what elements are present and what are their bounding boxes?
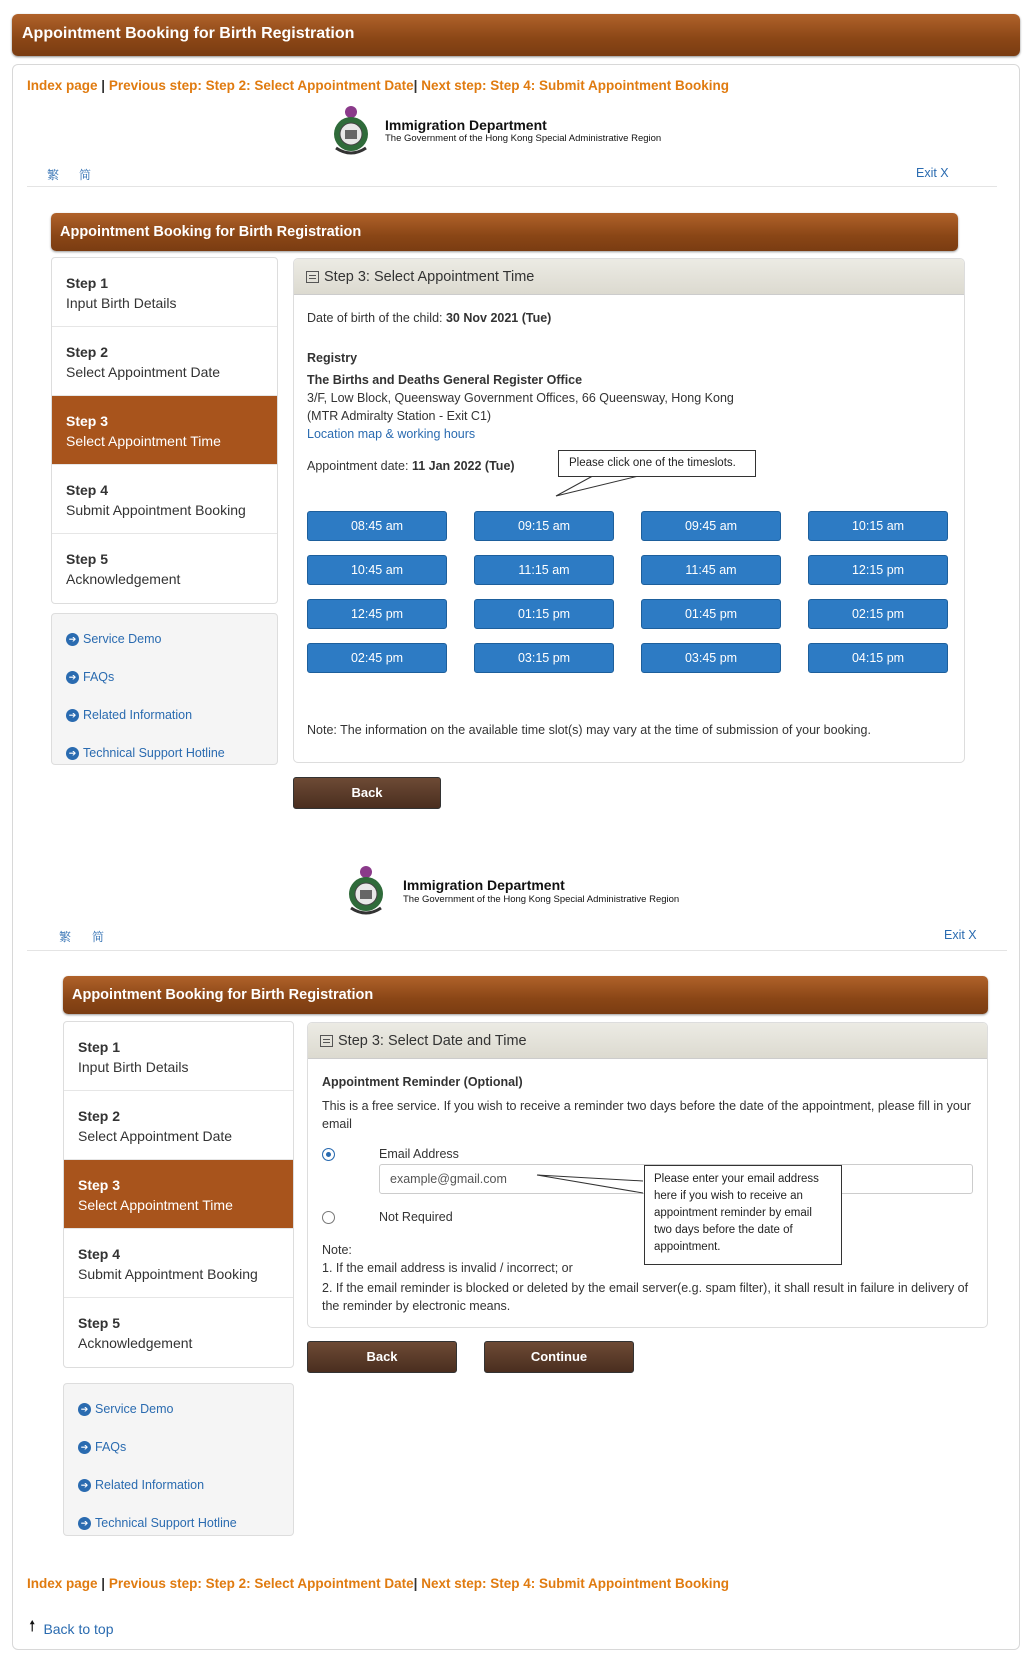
panel-header: Step 3: Select Appointment Time	[294, 259, 964, 295]
step-item-1: Step 1 Input Birth Details	[52, 258, 277, 327]
office-address: 3/F, Low Block, Queensway Government Offices, 66 Queensway, Hong Kong	[307, 391, 734, 405]
timeslot-button[interactable]: 10:15 am	[808, 511, 948, 541]
step-item-4: Step 4 Submit Appointment Booking	[64, 1229, 293, 1298]
breadcrumb-separator: |	[101, 78, 106, 93]
divider	[27, 950, 1007, 951]
back-to-top-link[interactable]	[29, 1616, 113, 1641]
exit-link[interactable]: Exit X	[916, 166, 949, 180]
next-step-link[interactable]: Next step: Step 4: Submit Appointment Booking	[421, 1576, 729, 1591]
help-links	[63, 1383, 294, 1536]
section-header: Appointment Booking for Birth Registration	[63, 976, 988, 1014]
breadcrumb	[27, 1576, 729, 1591]
office-name: The Births and Deaths General Register Office	[307, 373, 583, 387]
arrow-right-icon: ➔	[78, 1517, 91, 1530]
note-1: 1. If the email address is invalid / incorrect; or	[322, 1261, 573, 1275]
timeslot-button[interactable]: 08:45 am	[307, 511, 447, 541]
faqs-link[interactable]: ➔ FAQs	[66, 658, 263, 696]
not-required-label: Not Required	[379, 1210, 453, 1224]
step-item-3: Step 3 Select Appointment Time	[52, 396, 277, 465]
arrow-right-icon: ➔	[78, 1479, 91, 1492]
index-page-link[interactable]: Index page	[27, 78, 98, 93]
divider	[27, 186, 997, 187]
dept-name: Immigration Department	[403, 877, 565, 893]
previous-step-link[interactable]: Previous step: Step 2: Select Appointment Date	[108, 1576, 414, 1591]
email-callout: Please enter your email address here if you wish to receive an appointment reminder by email two days before the date of appointment.	[644, 1165, 842, 1265]
note-2: 2. If the email reminder is blocked or deleted by the email server(e.g. spam filter), it shall result in failure in delivery of the reminder by electronic means.	[322, 1281, 969, 1313]
breadcrumb	[27, 78, 729, 93]
support-hotline-link[interactable]: ➔ Technical Support Hotline	[66, 734, 263, 772]
traditional-chinese-link[interactable]: 繁	[59, 930, 72, 944]
back-button[interactable]: Back	[293, 777, 441, 809]
timeslot-button[interactable]: 03:45 pm	[641, 643, 781, 673]
traditional-chinese-link[interactable]: 繁	[47, 168, 60, 182]
related-info-link[interactable]: ➔ Related Information	[66, 696, 263, 734]
service-demo-link[interactable]: ➔ Service Demo	[66, 620, 263, 658]
timeslot-button[interactable]: 10:45 am	[307, 555, 447, 585]
step-item-3: Step 3 Select Appointment Time	[64, 1160, 293, 1229]
timeslot-button[interactable]: 01:15 pm	[474, 599, 614, 629]
note-label: Note:	[322, 1243, 352, 1257]
faqs-link[interactable]: ➔ FAQs	[78, 1428, 279, 1466]
callout-pointer	[535, 1168, 650, 1228]
email-input[interactable]: example@gmail.com	[379, 1164, 973, 1194]
back-button[interactable]: Back	[307, 1341, 457, 1373]
arrow-right-icon: ➔	[66, 633, 79, 646]
email-label: Email Address	[379, 1147, 459, 1161]
step-item-5: Step 5 Acknowledgement	[78, 1315, 193, 1351]
arrow-right-icon: ➔	[78, 1403, 91, 1416]
arrow-right-icon: ➔	[66, 709, 79, 722]
step-item-2: Step 2 Select Appointment Date	[52, 327, 277, 396]
timeslot-button[interactable]: 02:15 pm	[808, 599, 948, 629]
location-map-link[interactable]: Location map & working hours	[307, 427, 476, 441]
not-required-radio[interactable]	[322, 1211, 335, 1224]
timeslot-button[interactable]: 09:15 am	[474, 511, 614, 541]
simplified-chinese-link[interactable]: 简	[92, 930, 105, 944]
exit-link[interactable]: Exit X	[944, 928, 977, 942]
timeslot-callout: Please click one of the timeslots.	[558, 450, 756, 477]
panel-header: Step 3: Select Date and Time	[308, 1023, 987, 1059]
breadcrumb-separator: |	[413, 78, 418, 93]
mtr-info: (MTR Admiralty Station - Exit C1)	[307, 409, 492, 423]
timeslot-button[interactable]: 03:15 pm	[474, 643, 614, 673]
timeslot-button[interactable]: 09:45 am	[641, 511, 781, 541]
timeslot-button[interactable]: 02:45 pm	[307, 643, 447, 673]
immigration-logo-icon	[343, 862, 389, 918]
timeslot-button[interactable]: 11:45 am	[641, 555, 781, 585]
section-header: Appointment Booking for Birth Registration	[51, 213, 958, 251]
timeslot-button[interactable]: 01:45 pm	[641, 599, 781, 629]
support-hotline-link[interactable]: ➔ Technical Support Hotline	[78, 1504, 279, 1542]
list-icon	[306, 271, 319, 283]
dept-subtitle: The Government of the Hong Kong Special Administrative Region	[403, 894, 680, 905]
email-radio[interactable]	[322, 1148, 335, 1161]
arrow-right-icon: ➔	[66, 747, 79, 760]
step-item-2: Step 2 Select Appointment Date	[64, 1091, 293, 1160]
breadcrumb-separator: |	[413, 1576, 418, 1591]
arrow-right-icon: ➔	[66, 671, 79, 684]
previous-step-link[interactable]: Previous step: Step 2: Select Appointment Date	[108, 78, 414, 93]
help-links	[51, 613, 278, 765]
timeslot-button[interactable]: 12:15 pm	[808, 555, 948, 585]
index-page-link[interactable]: Index page	[27, 1576, 98, 1591]
timeslot-button[interactable]: 04:15 pm	[808, 643, 948, 673]
reminder-title: Appointment Reminder (Optional)	[322, 1075, 523, 1089]
timeslot-button[interactable]: 11:15 am	[474, 555, 614, 585]
step-item-1: Step 1 Input Birth Details	[64, 1022, 293, 1091]
dept-subtitle: The Government of the Hong Kong Special Administrative Region	[385, 133, 662, 144]
reminder-text: This is a free service. If you wish to receive a reminder two days before the date of the appointment, please fill in your email	[322, 1099, 971, 1131]
list-icon	[320, 1035, 333, 1047]
timeslot-grid	[307, 511, 951, 673]
back-to-top-label: Back to top	[43, 1620, 114, 1637]
timeslot-button[interactable]: 12:45 pm	[307, 599, 447, 629]
steps-list	[63, 1021, 294, 1368]
breadcrumb-separator: |	[101, 1576, 106, 1591]
appointment-date-row: Appointment date: 11 Jan 2022 (Tue)	[307, 459, 515, 473]
dob-row: Date of birth of the child: 30 Nov 2021 (Tue)	[307, 311, 552, 325]
page-header: Appointment Booking for Birth Registration	[12, 14, 1020, 56]
immigration-logo-icon	[328, 102, 374, 158]
simplified-chinese-link[interactable]: 简	[79, 168, 92, 182]
steps-list	[51, 257, 278, 604]
timeslot-note: Note: The information on the available time slot(s) may vary at the time of submission of your booking.	[307, 723, 871, 737]
arrow-up-icon: 🠕	[29, 1618, 36, 1635]
arrow-right-icon: ➔	[78, 1441, 91, 1454]
registry-label: Registry	[307, 351, 358, 365]
step-item-5: Step 5 Acknowledgement	[66, 551, 181, 587]
step-item-4: Step 4 Submit Appointment Booking	[52, 465, 277, 534]
related-info-link[interactable]: ➔ Related Information	[78, 1466, 279, 1504]
dept-name: Immigration Department	[385, 117, 547, 133]
continue-button[interactable]: Continue	[484, 1341, 634, 1373]
service-demo-link[interactable]: ➔ Service Demo	[78, 1390, 279, 1428]
next-step-link[interactable]: Next step: Step 4: Submit Appointment Booking	[421, 78, 729, 93]
